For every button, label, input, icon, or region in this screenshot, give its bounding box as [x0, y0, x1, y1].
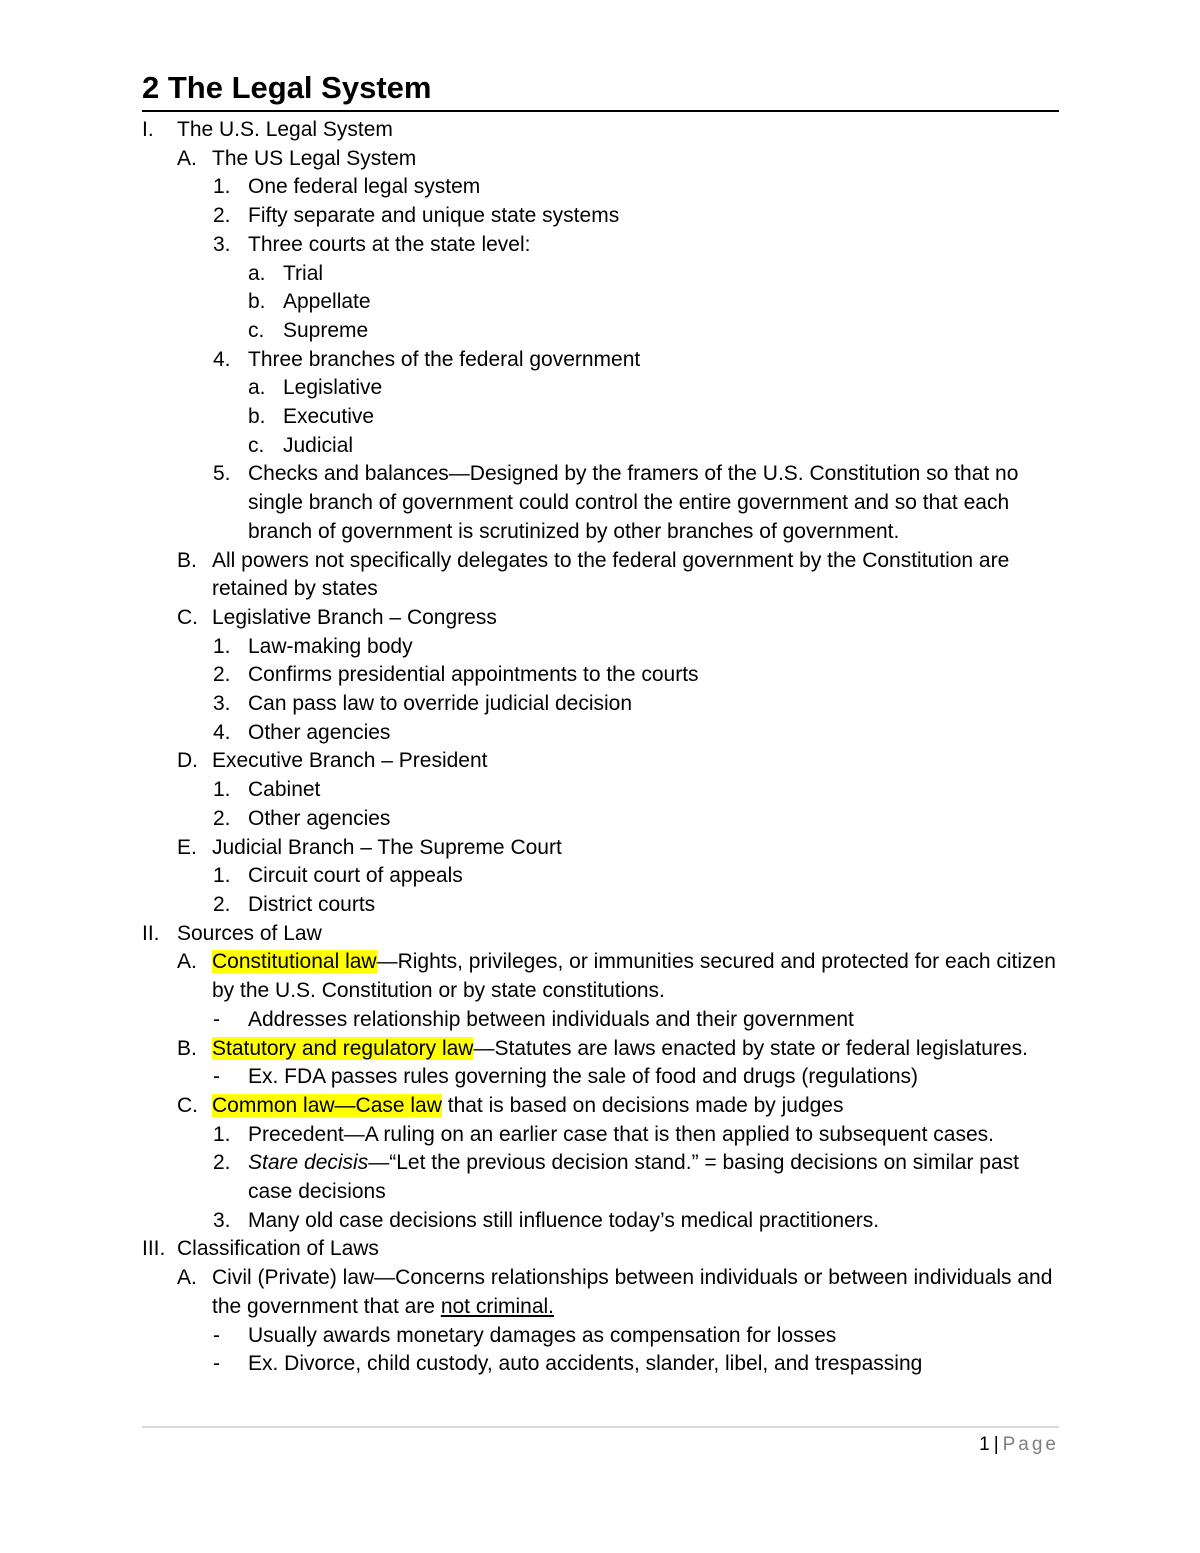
highlighted-term: Common law—Case law — [212, 1093, 442, 1117]
outline-marker: A. — [177, 146, 197, 170]
outline-text: Legislative Branch – Congress — [212, 605, 497, 629]
outline-marker: III. — [142, 1237, 166, 1261]
outline-item — [142, 776, 1059, 805]
outline-item — [142, 547, 1059, 604]
outline-marker: - — [213, 1323, 220, 1347]
outline-text: Ex. Divorce, child custody, auto accidents, slander, libel, and trespassing — [248, 1352, 923, 1376]
outline-marker: a. — [248, 261, 266, 285]
outline-text: that is based on decisions made by judges — [441, 1093, 844, 1117]
outline-text: Confirms presidential appointments to the courts — [248, 663, 699, 687]
outline-text: All powers not specifically delegates to the federal government by the Constitution are retained by states — [212, 548, 1010, 601]
outline-item — [142, 1006, 1059, 1035]
outline-item — [142, 747, 1059, 776]
outline-item — [142, 403, 1059, 432]
document-page — [142, 68, 1059, 1379]
outline-marker: 5. — [213, 462, 231, 486]
outline-marker: 2. — [213, 204, 231, 228]
outline-item — [142, 690, 1059, 719]
outline-marker: II. — [142, 921, 160, 945]
outline-marker: c. — [248, 318, 265, 342]
outline-text: Other agencies — [248, 720, 391, 744]
page-footer — [979, 1432, 1059, 1458]
outline-marker: 3. — [213, 1208, 231, 1232]
outline-item — [142, 604, 1059, 633]
outline-item — [142, 1035, 1059, 1064]
outline-item — [142, 805, 1059, 834]
outline-marker: - — [213, 1065, 220, 1089]
outline-marker: 1. — [213, 864, 231, 888]
outline-text: Executive Branch – President — [212, 749, 488, 773]
outline-text: Judicial — [283, 433, 354, 457]
outline-text: Legislative — [283, 376, 383, 400]
outline-item — [142, 1264, 1059, 1321]
outline-text: Cabinet — [248, 778, 321, 802]
outline-text: The U.S. Legal System — [177, 118, 393, 141]
outline-marker: 2. — [213, 806, 231, 830]
outline-item — [142, 260, 1059, 289]
outline-marker: b. — [248, 290, 266, 314]
outline-text: —“Let the previous decision stand.” = basing decisions on similar past case decisions — [248, 1151, 1019, 1204]
outline-item — [142, 202, 1059, 231]
outline-item — [142, 1092, 1059, 1121]
outline-item — [142, 920, 1059, 949]
outline-text: Addresses relationship between individuals and their government — [248, 1007, 854, 1031]
outline-text: District courts — [248, 892, 376, 916]
outline-text: —Statutes are laws enacted by state or federal legislatures. — [473, 1036, 1028, 1060]
outline-marker: 1. — [213, 175, 231, 199]
outline-item — [142, 1207, 1059, 1236]
outline-marker: 4. — [213, 720, 231, 744]
outline-marker: 2. — [213, 892, 231, 916]
italic-term: Stare decisis — [248, 1151, 369, 1175]
outline-item — [142, 719, 1059, 748]
outline-text: Executive — [283, 405, 375, 429]
outline-text: Three courts at the state level: — [248, 232, 531, 256]
outline-text: Appellate — [283, 290, 371, 314]
outline-list — [142, 116, 1059, 1379]
outline-item — [142, 948, 1059, 1005]
outline-marker: 2. — [213, 1151, 231, 1175]
outline-item — [142, 1235, 1059, 1264]
outline-text: Other agencies — [248, 806, 391, 830]
outline-marker: 2. — [213, 663, 231, 687]
outline-marker: B. — [177, 1036, 197, 1060]
outline-item — [142, 288, 1059, 317]
page-label: Page — [1002, 1434, 1059, 1455]
outline-text: Precedent—A ruling on an earlier case that is then applied to subsequent cases. — [248, 1122, 994, 1146]
outline-marker: E. — [177, 835, 197, 859]
outline-text: Classification of Laws — [177, 1237, 379, 1261]
outline-text: Circuit court of appeals — [248, 864, 463, 888]
outline-text: One federal legal system — [248, 175, 481, 199]
outline-text: Law-making body — [248, 634, 413, 658]
outline-marker: A. — [177, 1266, 197, 1290]
outline-marker: 1. — [213, 634, 231, 658]
outline-text: Many old case decisions still influence today’s medical practitioners. — [248, 1208, 880, 1232]
outline-item — [142, 891, 1059, 920]
outline-marker: c. — [248, 433, 265, 457]
outline-item — [142, 231, 1059, 260]
outline-text: Supreme — [283, 318, 369, 342]
outline-item — [142, 834, 1059, 863]
page-number: 1 — [979, 1434, 990, 1455]
outline-marker: b. — [248, 405, 266, 429]
outline-item — [142, 1322, 1059, 1351]
outline-marker: I. — [142, 118, 154, 141]
outline-marker: - — [213, 1352, 220, 1376]
outline-text: Can pass law to override judicial decision — [248, 692, 633, 716]
highlighted-term: Constitutional law — [212, 950, 377, 974]
outline-text: Judicial Branch – The Supreme Court — [212, 835, 562, 859]
outline-marker: 3. — [213, 692, 231, 716]
outline-text: Trial — [283, 261, 324, 285]
outline-text: Ex. FDA passes rules governing the sale of food and drugs (regulations) — [248, 1065, 919, 1089]
outline-item — [142, 1063, 1059, 1092]
outline-item — [142, 145, 1059, 174]
outline-item — [142, 862, 1059, 891]
outline-item — [142, 460, 1059, 546]
outline-marker: B. — [177, 548, 197, 572]
outline-marker: 3. — [213, 232, 231, 256]
highlighted-term: Statutory and regulatory law — [212, 1036, 474, 1060]
outline-marker: a. — [248, 376, 266, 400]
outline-marker: 1. — [213, 1122, 231, 1146]
outline-text: —Rights, privileges, or immunities secured and protected for each citizen by the U.S. Constitution or by state constitutions. — [212, 950, 1056, 1003]
outline-marker: A. — [177, 950, 197, 974]
outline-text: Checks and balances—Designed by the framers of the U.S. Constitution so that no single branch of government could control the entire government and so that each branch of government is scrutinized by other branches of government. — [248, 462, 1019, 543]
outline-item — [142, 661, 1059, 690]
outline-text: Usually awards monetary damages as compensation for losses — [248, 1323, 837, 1347]
outline-item — [142, 346, 1059, 375]
outline-marker: D. — [177, 749, 198, 773]
outline-item — [142, 173, 1059, 202]
outline-item — [142, 1149, 1059, 1206]
outline-item — [142, 1350, 1059, 1379]
outline-text: Fifty separate and unique state systems — [248, 204, 620, 228]
outline-marker: 4. — [213, 347, 231, 371]
outline-text: The US Legal System — [212, 146, 417, 170]
underlined-term: not criminal. — [440, 1294, 555, 1318]
outline-marker: 1. — [213, 778, 231, 802]
outline-marker: - — [213, 1007, 220, 1031]
outline-item — [142, 633, 1059, 662]
footer-divider — [142, 1426, 1059, 1428]
outline-item — [142, 432, 1059, 461]
footer-separator: | — [993, 1434, 999, 1455]
outline-text: Three branches of the federal government — [248, 347, 641, 371]
outline-item — [142, 1121, 1059, 1150]
document-title: 2 The Legal System — [142, 68, 1059, 112]
outline-marker: C. — [177, 605, 198, 629]
outline-text: Sources of Law — [177, 921, 322, 945]
outline-text: Civil (Private) law—Concerns relationships between individuals or between individuals and the government that are — [212, 1266, 1053, 1318]
outline-item — [142, 317, 1059, 346]
outline-item — [142, 374, 1059, 403]
outline-marker: C. — [177, 1093, 198, 1117]
outline-item — [142, 116, 1059, 145]
